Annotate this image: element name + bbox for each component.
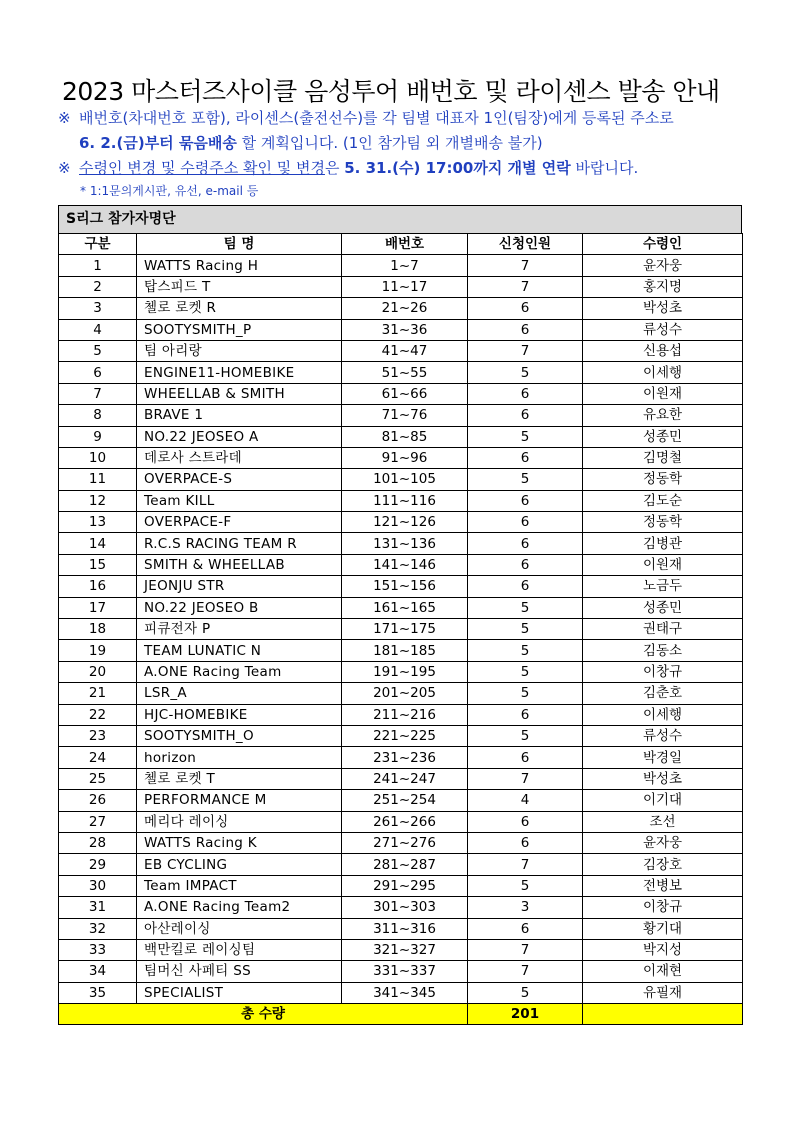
team-name: 첼로 로켓 R [137,298,342,319]
reference-mark-icon: ※ [58,109,71,127]
reference-mark-icon: ※ [58,159,71,177]
recipient-name: 김장호 [583,854,743,875]
recipient-name: 이세행 [583,362,743,383]
header-team-name: 팀 명 [137,234,342,255]
row-number: 13 [59,512,137,533]
bib-range: 211~216 [342,704,468,725]
recipient-name: 박성초 [583,768,743,789]
participant-table-section [58,205,742,1025]
table-row [59,854,743,875]
applicant-count: 6 [468,490,583,511]
notice-delivery-date: 6. 2.(금)부터 묶음배송 [79,134,237,152]
bib-range: 231~236 [342,747,468,768]
bib-range: 101~105 [342,469,468,490]
row-number: 33 [59,939,137,960]
table-row [59,276,743,297]
notice-text: 할 계획입니다. (1인 참가팀 외 개별배송 불가) [236,134,543,152]
applicant-count: 3 [468,897,583,918]
row-number: 9 [59,426,137,447]
recipient-name: 정동학 [583,469,743,490]
team-name: NO.22 JEOSEO A [137,426,342,447]
recipient-name: 이재현 [583,961,743,982]
team-name: 피큐전자 P [137,619,342,640]
recipient-name: 이원재 [583,383,743,404]
recipient-name: 김명철 [583,447,743,468]
applicant-count: 5 [468,725,583,746]
applicant-count: 6 [468,512,583,533]
bib-range: 301~303 [342,897,468,918]
recipient-name: 황기대 [583,918,743,939]
row-number: 17 [59,597,137,618]
bib-range: 51~55 [342,362,468,383]
total-value: 201 [468,1004,583,1025]
applicant-count: 5 [468,426,583,447]
row-number: 19 [59,640,137,661]
row-number: 23 [59,725,137,746]
table-row [59,362,743,383]
bib-range: 271~276 [342,832,468,853]
applicant-count: 6 [468,405,583,426]
applicant-count: 6 [468,298,583,319]
recipient-name: 조선 [583,811,743,832]
bib-range: 91~96 [342,447,468,468]
bib-range: 131~136 [342,533,468,554]
bib-range: 261~266 [342,811,468,832]
row-number: 12 [59,490,137,511]
row-number: 32 [59,918,137,939]
notice-text: 배번호(차대번호 포함), 라이센스(출전선수)를 각 팀별 대표자 1인(팀장)에게 등록된 주소로 [79,109,674,127]
table-row [59,661,743,682]
bib-range: 81~85 [342,426,468,447]
table-row [59,576,743,597]
team-name: Team IMPACT [137,875,342,896]
table-row [59,683,743,704]
team-name: OVERPACE-F [137,512,342,533]
applicant-count: 6 [468,576,583,597]
bib-range: 181~185 [342,640,468,661]
applicant-count: 5 [468,661,583,682]
bib-range: 121~126 [342,512,468,533]
notice-line-1 [58,106,758,131]
row-number: 4 [59,319,137,340]
total-empty-cell [583,1004,743,1025]
applicant-count: 7 [468,768,583,789]
team-name: EB CYCLING [137,854,342,875]
team-name: LSR_A [137,683,342,704]
recipient-name: 권태구 [583,619,743,640]
recipient-name: 류성수 [583,725,743,746]
bib-range: 241~247 [342,768,468,789]
notice-text: 은 [324,159,345,177]
row-number: 28 [59,832,137,853]
applicant-count: 6 [468,447,583,468]
team-name: WHEELLAB & SMITH [137,383,342,404]
recipient-name: 류성수 [583,319,743,340]
recipient-name: 이기대 [583,790,743,811]
team-name: A.ONE Racing Team2 [137,897,342,918]
table-row [59,897,743,918]
table-row [59,619,743,640]
bib-range: 1~7 [342,255,468,276]
applicant-count: 6 [468,747,583,768]
row-number: 18 [59,619,137,640]
team-name: PERFORMANCE M [137,790,342,811]
applicant-count: 6 [468,918,583,939]
notice-line-3 [58,156,758,181]
table-row [59,533,743,554]
team-name: 백만킬로 레이싱팀 [137,939,342,960]
team-name: WATTS Racing H [137,255,342,276]
header-recipient: 수령인 [583,234,743,255]
team-name: Team KILL [137,490,342,511]
bib-range: 221~225 [342,725,468,746]
team-name: NO.22 JEOSEO B [137,597,342,618]
table-row [59,939,743,960]
row-number: 8 [59,405,137,426]
bib-range: 31~36 [342,319,468,340]
total-label: 총 수량 [59,1004,468,1025]
recipient-name: 정동학 [583,512,743,533]
applicant-count: 6 [468,554,583,575]
row-number: 5 [59,340,137,361]
notice-deadline: 5. 31.(수) 17:00까지 개별 연락 [344,159,571,177]
recipient-name: 성종민 [583,597,743,618]
row-number: 15 [59,554,137,575]
recipient-name: 김춘호 [583,683,743,704]
contact-methods: * 1:1문의게시판, 유선, e-mail 등 [80,184,259,198]
table-row [59,768,743,789]
table-row [59,597,743,618]
row-number: 14 [59,533,137,554]
team-name: 아산레이싱 [137,918,342,939]
team-name: R.C.S RACING TEAM R [137,533,342,554]
table-row [59,426,743,447]
league-title: S리그 참가자명단 [58,205,742,233]
row-number: 27 [59,811,137,832]
team-name: 팀머신 사페티 SS [137,961,342,982]
applicant-count: 6 [468,383,583,404]
recipient-name: 노금두 [583,576,743,597]
row-number: 11 [59,469,137,490]
row-number: 2 [59,276,137,297]
table-row [59,704,743,725]
recipient-name: 홍지명 [583,276,743,297]
team-name: JEONJU STR [137,576,342,597]
table-row [59,298,743,319]
recipient-name: 이창규 [583,661,743,682]
notice-block [58,106,758,181]
applicant-count: 5 [468,640,583,661]
total-row [59,1004,743,1025]
row-number: 34 [59,961,137,982]
row-number: 29 [59,854,137,875]
notice-text: 바랍니다. [570,159,639,177]
recipient-name: 이창규 [583,897,743,918]
bib-range: 281~287 [342,854,468,875]
applicant-count: 4 [468,790,583,811]
applicant-count: 7 [468,854,583,875]
applicant-count: 6 [468,811,583,832]
team-name: ENGINE11-HOMEBIKE [137,362,342,383]
bib-range: 311~316 [342,918,468,939]
table-row [59,447,743,468]
applicant-count: 5 [468,362,583,383]
table-row [59,490,743,511]
team-name: SOOTYSMITH_P [137,319,342,340]
bib-range: 341~345 [342,982,468,1003]
row-number: 10 [59,447,137,468]
bib-range: 111~116 [342,490,468,511]
table-row [59,554,743,575]
table-row [59,725,743,746]
team-name: BRAVE 1 [137,405,342,426]
table-row [59,961,743,982]
bib-range: 191~195 [342,661,468,682]
applicant-count: 5 [468,469,583,490]
applicant-count: 7 [468,340,583,361]
recipient-name: 이세행 [583,704,743,725]
applicant-count: 5 [468,619,583,640]
recipient-name: 유필재 [583,982,743,1003]
recipient-name: 박경일 [583,747,743,768]
applicant-count: 6 [468,533,583,554]
row-number: 26 [59,790,137,811]
team-name: HJC-HOMEBIKE [137,704,342,725]
notice-change-request: 수령인 변경 및 수령주소 확인 및 변경 [79,159,325,177]
row-number: 24 [59,747,137,768]
row-number: 30 [59,875,137,896]
recipient-name: 윤자웅 [583,832,743,853]
row-number: 22 [59,704,137,725]
table-row [59,811,743,832]
bib-range: 161~165 [342,597,468,618]
bib-range: 321~327 [342,939,468,960]
recipient-name: 김동소 [583,640,743,661]
table-header-row [59,234,743,255]
recipient-name: 박성초 [583,298,743,319]
table-row [59,340,743,361]
applicant-count: 7 [468,255,583,276]
team-name: WATTS Racing K [137,832,342,853]
bib-range: 141~146 [342,554,468,575]
table-row [59,469,743,490]
table-row [59,405,743,426]
table-row [59,319,743,340]
row-number: 3 [59,298,137,319]
table-row [59,918,743,939]
recipient-name: 신용섭 [583,340,743,361]
table-row [59,255,743,276]
recipient-name: 김병관 [583,533,743,554]
bib-range: 71~76 [342,405,468,426]
table-row [59,747,743,768]
table-row [59,875,743,896]
row-number: 1 [59,255,137,276]
applicant-count: 5 [468,683,583,704]
applicant-count: 5 [468,875,583,896]
applicant-count: 6 [468,832,583,853]
applicant-count: 6 [468,704,583,725]
bib-range: 11~17 [342,276,468,297]
row-number: 31 [59,897,137,918]
team-name: 팀 아리랑 [137,340,342,361]
row-number: 20 [59,661,137,682]
recipient-name: 박지성 [583,939,743,960]
row-number: 7 [59,383,137,404]
table-row [59,512,743,533]
applicant-count: 7 [468,961,583,982]
team-name: horizon [137,747,342,768]
bib-range: 291~295 [342,875,468,896]
participant-table [58,233,743,1025]
recipient-name: 유요한 [583,405,743,426]
row-number: 21 [59,683,137,704]
row-number: 6 [59,362,137,383]
header-bib-number: 배번호 [342,234,468,255]
bib-range: 251~254 [342,790,468,811]
team-name: OVERPACE-S [137,469,342,490]
bib-range: 331~337 [342,961,468,982]
applicant-count: 5 [468,597,583,618]
team-name: 탑스피드 T [137,276,342,297]
notice-line-2 [58,131,758,156]
team-name: SMITH & WHEELLAB [137,554,342,575]
row-number: 25 [59,768,137,789]
team-name: 첼로 로켓 T [137,768,342,789]
table-row [59,640,743,661]
row-number: 35 [59,982,137,1003]
recipient-name: 이원재 [583,554,743,575]
bib-range: 61~66 [342,383,468,404]
recipient-name: 전병보 [583,875,743,896]
table-body [59,255,743,1004]
bib-range: 151~156 [342,576,468,597]
applicant-count: 7 [468,276,583,297]
table-row [59,982,743,1003]
team-name: TEAM LUNATIC N [137,640,342,661]
applicant-count: 5 [468,982,583,1003]
table-row [59,832,743,853]
applicant-count: 7 [468,939,583,960]
team-name: A.ONE Racing Team [137,661,342,682]
table-row [59,383,743,404]
bib-range: 171~175 [342,619,468,640]
bib-range: 21~26 [342,298,468,319]
team-name: 메리다 레이싱 [137,811,342,832]
header-division: 구분 [59,234,137,255]
recipient-name: 성종민 [583,426,743,447]
header-applicants: 신청인원 [468,234,583,255]
applicant-count: 6 [468,319,583,340]
table-row [59,790,743,811]
team-name: SPECIALIST [137,982,342,1003]
team-name: SOOTYSMITH_O [137,725,342,746]
recipient-name: 김도순 [583,490,743,511]
team-name: 데로사 스트라데 [137,447,342,468]
bib-range: 41~47 [342,340,468,361]
bib-range: 201~205 [342,683,468,704]
row-number: 16 [59,576,137,597]
page-title: 2023 마스터즈사이클 음성투어 배번호 및 라이센스 발송 안내 [62,77,720,106]
recipient-name: 윤자웅 [583,255,743,276]
